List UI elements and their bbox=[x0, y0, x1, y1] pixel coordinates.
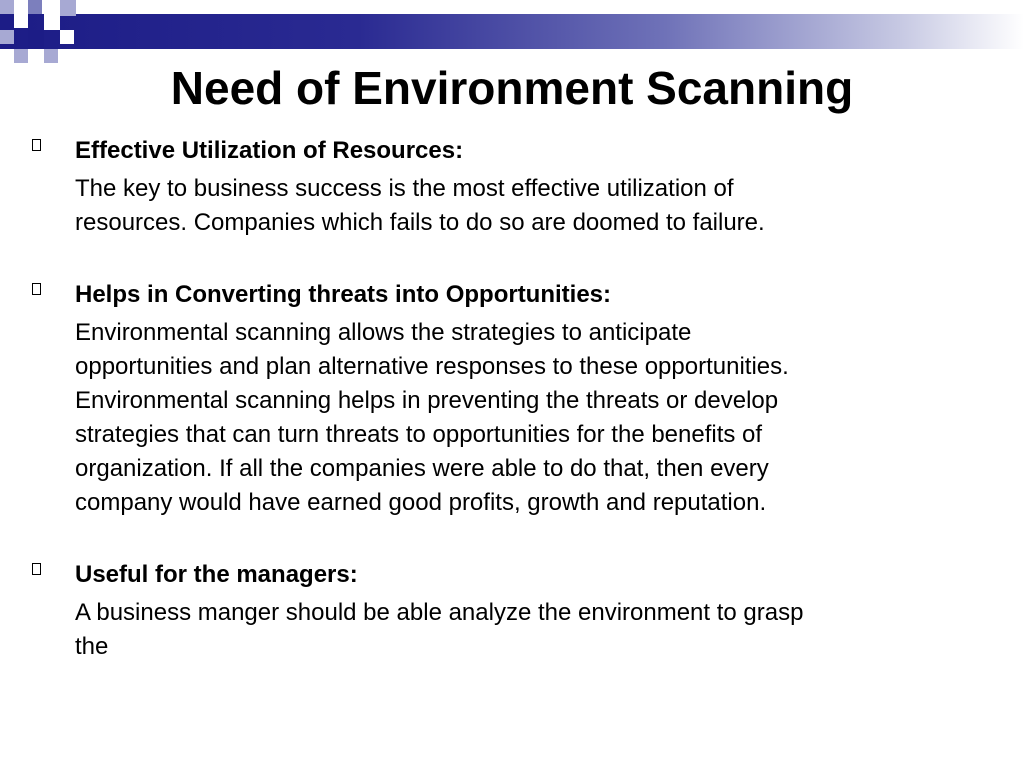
list-item bbox=[32, 278, 962, 520]
item-heading: Useful for the managers: bbox=[75, 561, 358, 588]
item-heading: Effective Utilization of Resources: bbox=[75, 137, 464, 164]
decor-square bbox=[28, 0, 42, 14]
square-bullet-icon bbox=[32, 139, 41, 151]
slide-title: Need of Environment Scanning bbox=[170, 62, 854, 114]
decor-square bbox=[28, 30, 44, 49]
content-list bbox=[32, 134, 962, 702]
decor-square bbox=[60, 0, 76, 16]
decor-square bbox=[14, 14, 28, 28]
square-bullet-icon bbox=[32, 563, 41, 575]
item-body: A business manger should be able analyze the environment to grasp the bbox=[75, 599, 804, 660]
decor-square bbox=[0, 0, 14, 14]
decor-square bbox=[44, 14, 60, 30]
decor-square bbox=[0, 30, 14, 44]
decor-square bbox=[60, 30, 74, 44]
header-band bbox=[0, 14, 1024, 49]
item-heading: Helps in Converting threats into Opportunities: bbox=[75, 281, 612, 308]
list-item bbox=[32, 558, 962, 664]
item-body: Environmental scanning allows the strategies to anticipate opportunities and plan alternative responses to these opportunities. Environmental scanning helps in preventing the threats or develop strategies that can turn threats to opportunities for the benefits of organization. If all the companies were able to do that, then every company would have earned good profits, growth and reputation. bbox=[75, 319, 789, 516]
list-item bbox=[32, 134, 962, 240]
item-body: The key to business success is the most effective utilization of resources. Companies which fails to do so are doomed to failure. bbox=[75, 175, 765, 236]
square-bullet-icon bbox=[32, 283, 41, 295]
